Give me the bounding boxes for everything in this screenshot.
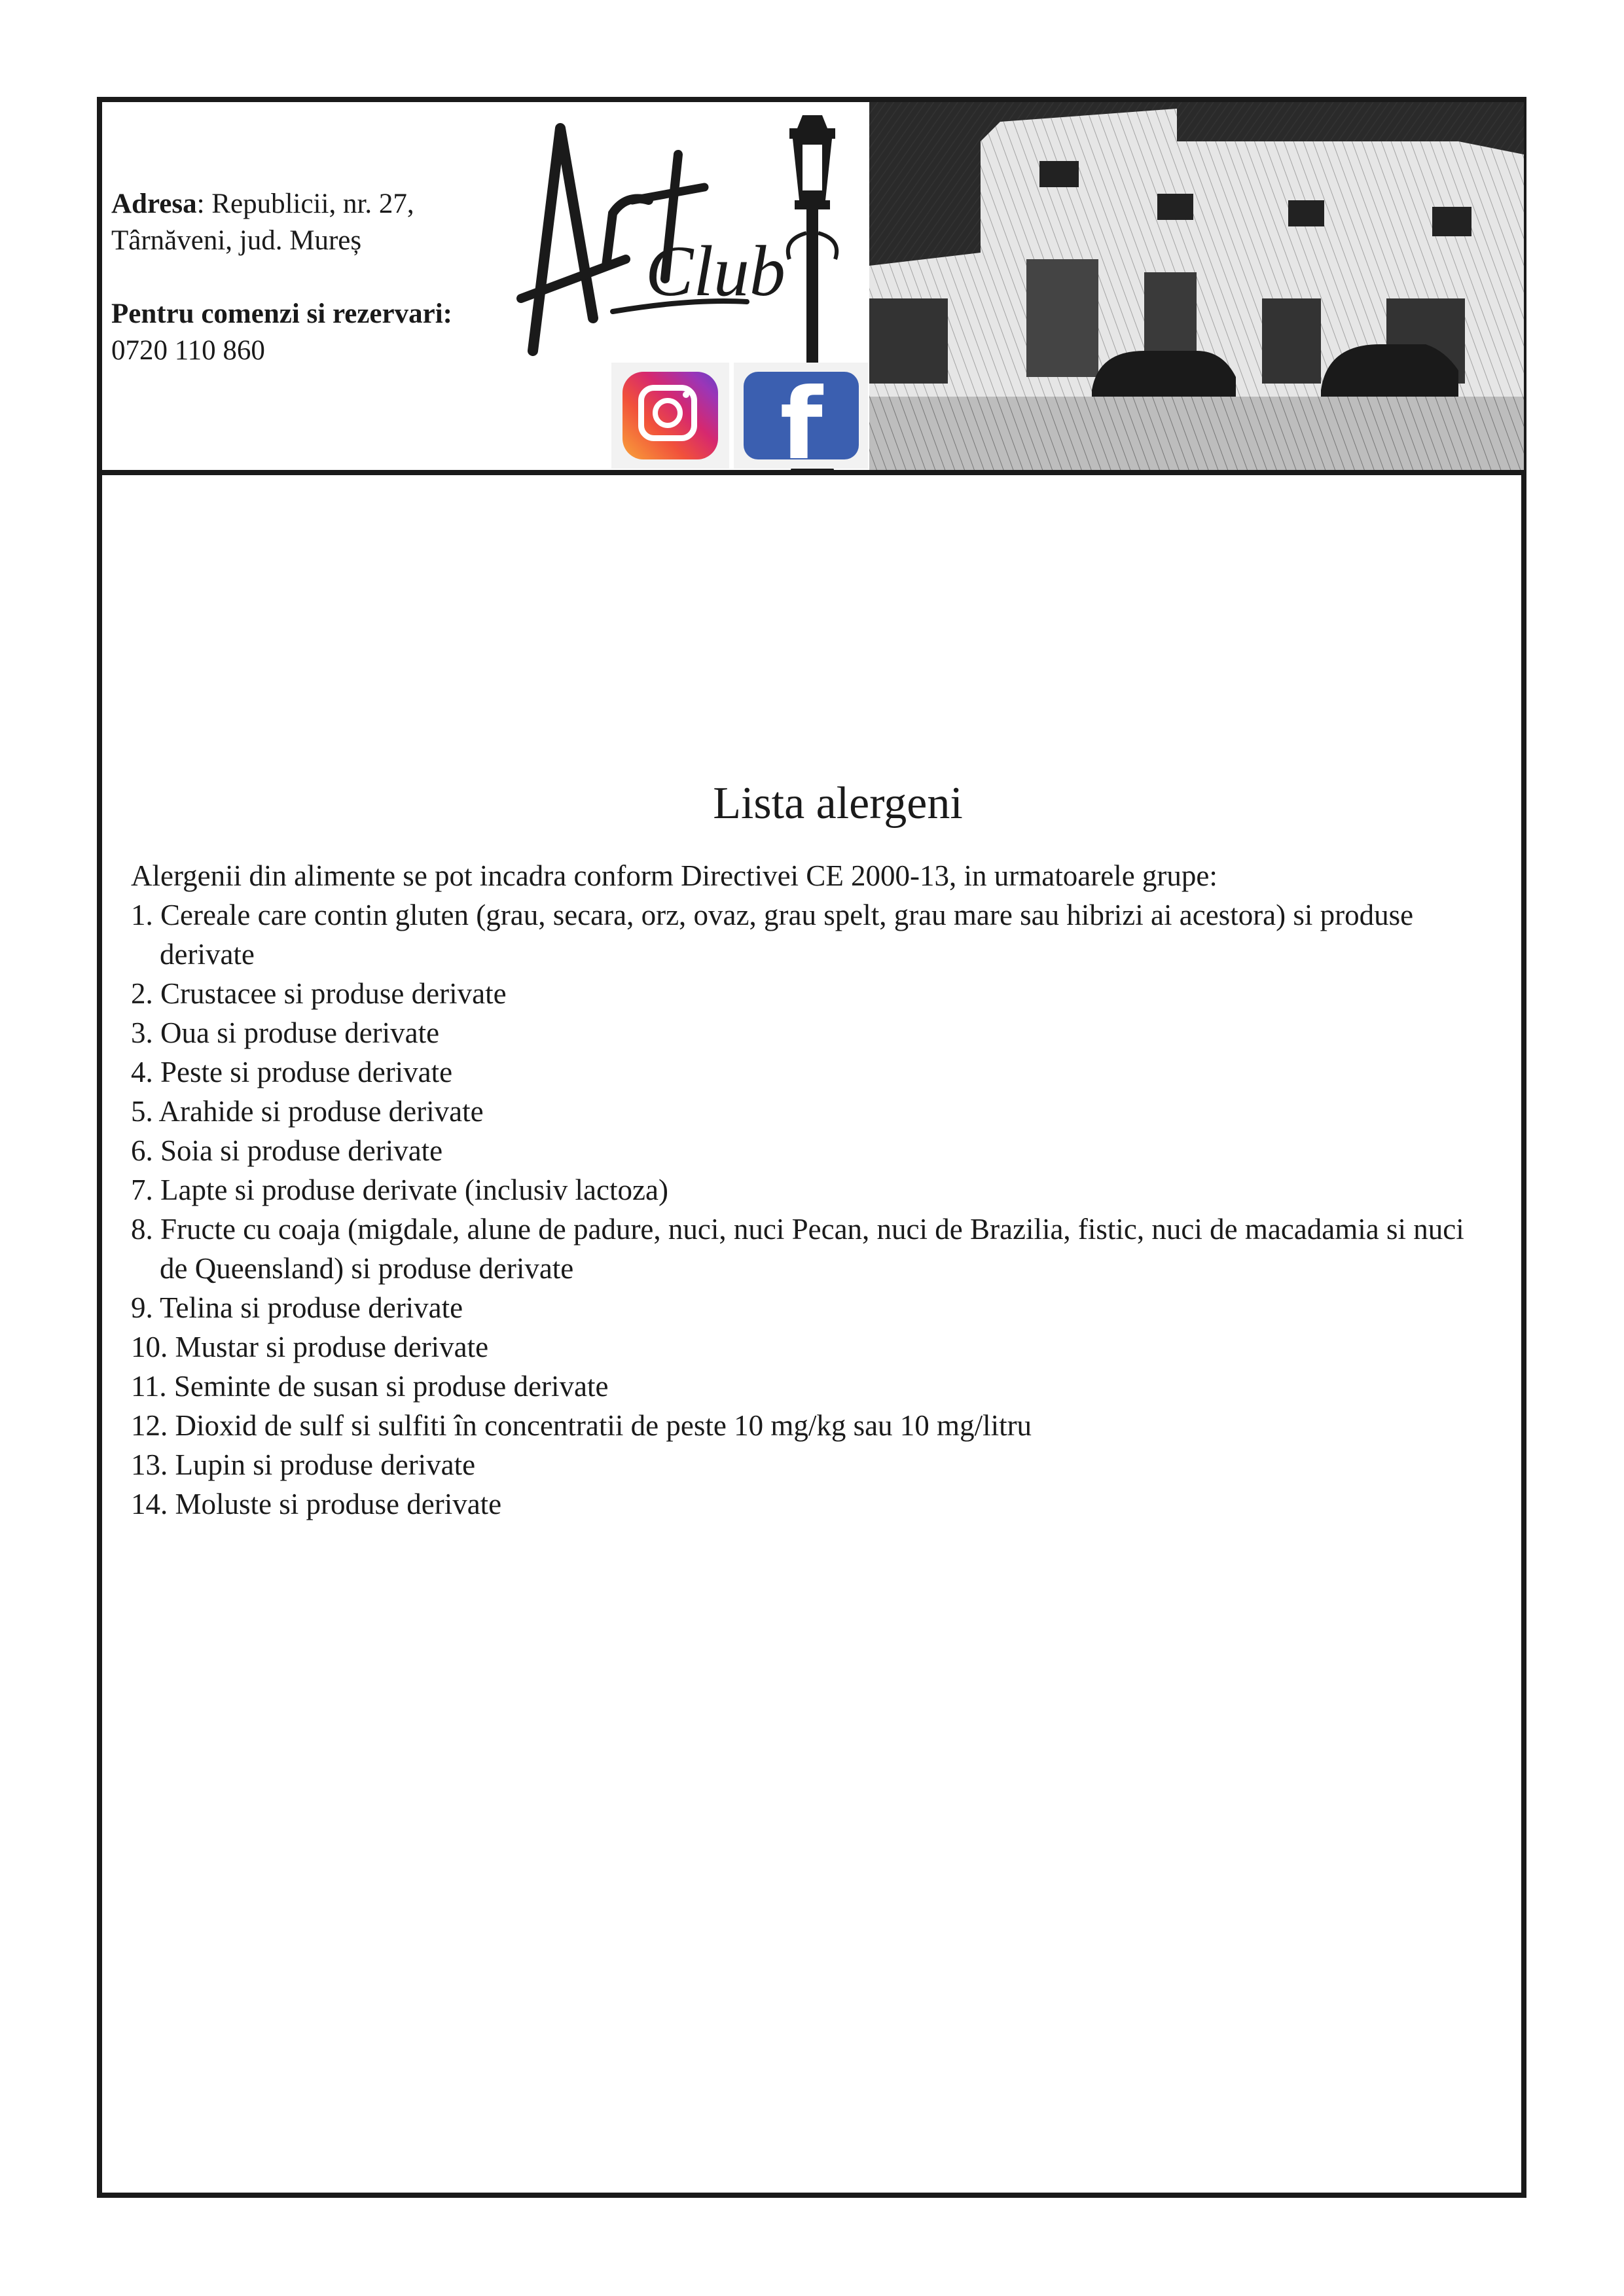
page-frame [97,97,1526,2198]
list-item: 1. Cereale care contin gluten (grau, secara, orz, ovaz, grau spelt, grau mare sau hibrizi ai acestora) si produse derivate [131,899,1414,971]
facebook-link[interactable] [734,363,868,469]
allergen-list [131,895,1469,1524]
list-item: 5. Arahide si produse derivate [131,1095,484,1128]
facebook-icon: f [744,372,859,459]
list-item: 11. Seminte de susan si produse derivate [131,1370,609,1403]
list-item: 7. Lapte si produse derivate (inclusiv lactoza) [131,1174,668,1206]
address-line [111,186,517,223]
intro-text: Alergenii din alimente se pot incadra conform Directivei CE 2000-13, in urmatoarele grupe: [131,859,1218,892]
address-city: Târnăveni, jud. Mureș [111,225,362,256]
list-item: 14. Moluste si produse derivate [131,1488,502,1520]
list-item: 9. Telina si produse derivate [131,1291,463,1324]
contact-info [111,186,517,369]
phone-number: 0720 110 860 [111,335,265,366]
list-item: 8. Fructe cu coaja (migdale, alune de padure, nuci, nuci Pecan, nuci de Brazilia, fistic, nuci de macadamia si nuci de Queensland) si produse derivate [131,1213,1464,1285]
list-item: 6. Soia si produse derivate [131,1134,443,1167]
building-sketch-image [869,102,1524,470]
street-lamp-icon [788,115,837,364]
orders-label: Pentru comenzi si rezervari: [111,298,452,329]
list-item: 4. Peste si produse derivate [131,1056,453,1088]
list-item: 2. Crustacee si produse derivate [131,977,507,1010]
page-title: Lista alergeni [713,778,963,829]
logo-club-text: Club [645,231,785,311]
building-sketch [869,102,1524,470]
address-street: : Republicii, nr. 27, [196,188,414,219]
instagram-icon [623,372,718,459]
list-item: 12. Dioxid de sulf si sulfiti în concentratii de peste 10 mg/kg sau 10 mg/litru [131,1409,1032,1442]
address-label: Adresa [111,188,197,219]
list-item: 10. Mustar si produse derivate [131,1331,489,1363]
instagram-link[interactable] [611,363,729,469]
list-item: 3. Oua si produse derivate [131,1016,440,1049]
list-item: 13. Lupin si produse derivate [131,1448,476,1481]
header [102,102,1521,475]
